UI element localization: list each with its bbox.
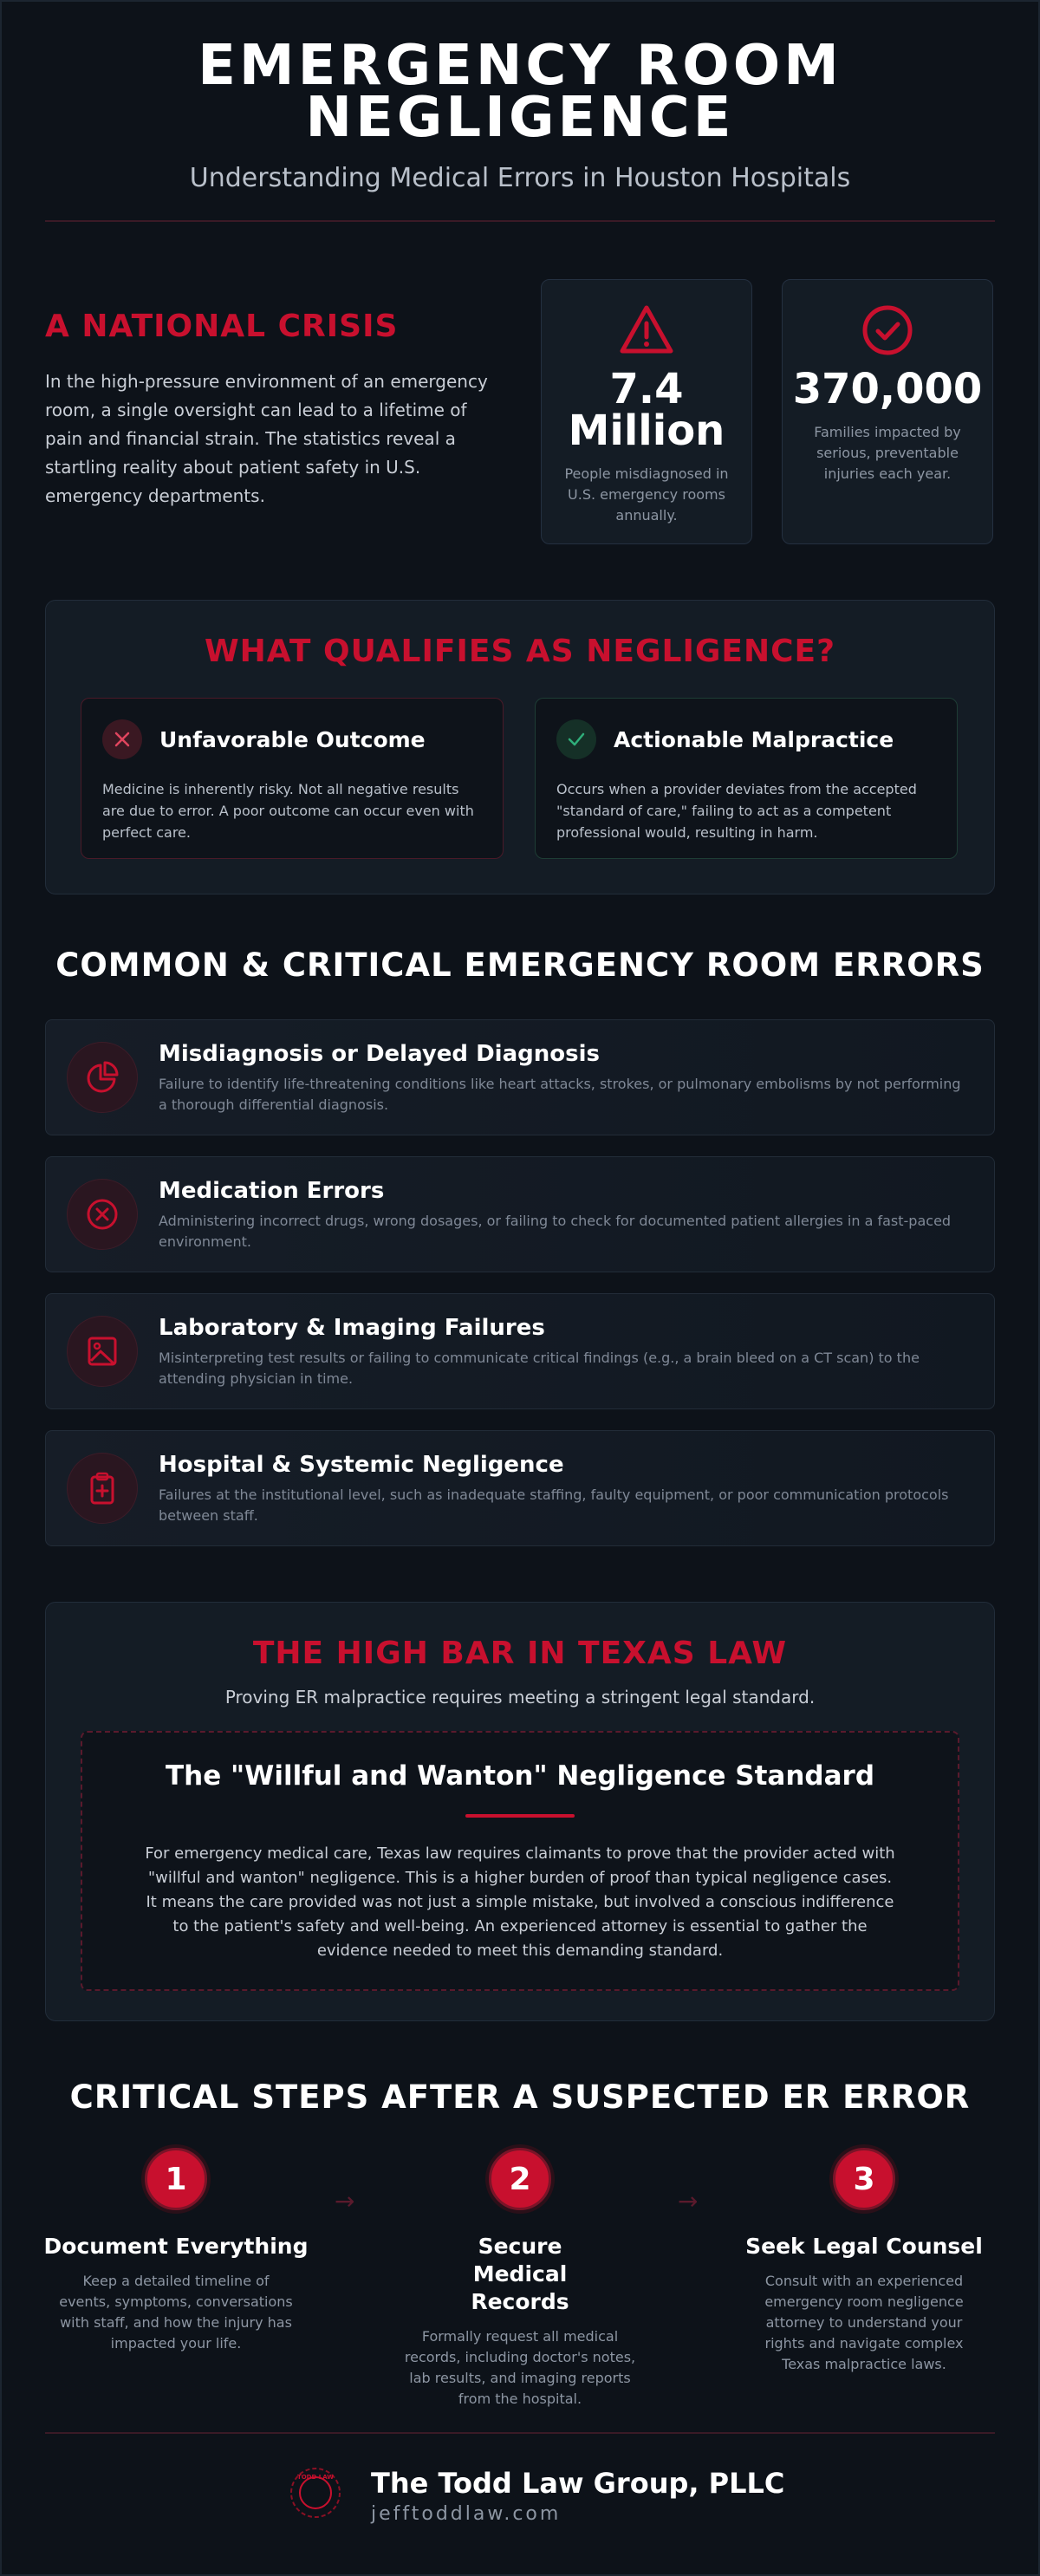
step-2 [386, 2148, 654, 2410]
step-number: 3 [853, 2161, 875, 2197]
card-unfavorable-outcome [81, 698, 504, 859]
step-number-badge [489, 2148, 551, 2210]
error-description: Failure to identify life-threatening conditions like heart attacks, strokes, or pulmonary embolisms by not performing a thorough differential diagnosis. [159, 1076, 961, 1113]
step-title: Seek Legal Counsel [745, 2234, 983, 2259]
error-description: Administering incorrect drugs, wrong dosages, or failing to check for documented patient allergies in a fast-paced environment. [159, 1213, 952, 1250]
arrow-right-icon: → [678, 2187, 699, 2215]
stat-card-families [782, 279, 993, 544]
error-description: Misinterpreting test results or failing to communicate critical findings (e.g., a brain bleed on a CT scan) to the attending physician in time. [159, 1350, 920, 1387]
stat-description: Families impacted by serious, preventable injuries each year. [814, 424, 961, 482]
card-text: Medicine is inherently risky. Not all negative results are due to error. A poor outcome can occur even with perfect care. [102, 781, 474, 841]
page-title [45, 34, 995, 150]
steps-title: CRITICAL STEPS AFTER A SUSPECTED ER ERROR [69, 2078, 971, 2116]
standard-title: The "Willful and Wanton" Negligence Standard [165, 1760, 875, 1792]
page-subtitle: Understanding Medical Errors in Houston Hospitals [189, 163, 851, 193]
qualifies-title: WHAT QUALIFIES AS NEGLIGENCE? [204, 634, 836, 669]
card-title: Actionable Malpractice [614, 726, 894, 752]
clipboard-plus-icon [67, 1453, 138, 1524]
texas-title: THE HIGH BAR IN TEXAS LAW [252, 1636, 788, 1671]
x-icon [102, 719, 142, 759]
svg-text:TODD LAW: TODD LAW [296, 2474, 335, 2481]
header-divider [45, 220, 995, 222]
errors-title: COMMON & CRITICAL EMERGENCY ROOM ERRORS [55, 946, 985, 984]
stat-value-line-1: 7.4 [609, 365, 684, 413]
arrow-right-icon: → [335, 2187, 355, 2215]
title-line-1: EMERGENCY ROOM [198, 34, 842, 98]
step-title: Document Everything [43, 2234, 309, 2259]
step-number-badge [833, 2148, 895, 2210]
error-row-systemic [45, 1430, 995, 1546]
header [45, 34, 995, 193]
error-row-misdiagnosis [45, 1019, 995, 1135]
step-description: Keep a detailed timeline of events, symptoms, conversations with staff, and how the injury has impacted your life. [59, 2273, 293, 2352]
warning-triangle-icon [619, 302, 674, 358]
step-description: Consult with an experienced emergency room negligence attorney to understand your rights and navigate complex Texas malpractice laws. [764, 2273, 964, 2372]
error-title: Medication Errors [159, 1178, 385, 1204]
firm-name: The Todd Law Group, PLLC [371, 2467, 785, 2500]
error-description: Failures at the institutional level, such as inadequate staffing, faulty equipment, or poor communication protocols between staff. [159, 1486, 949, 1524]
error-title: Hospital & Systemic Negligence [159, 1452, 564, 1478]
firm-logo-seal [286, 2463, 345, 2522]
step-title: Secure Medical Records [471, 2234, 569, 2314]
stat-value [783, 365, 992, 413]
firm-website-link[interactable]: jefftoddlaw.com [371, 2503, 562, 2525]
stat-card-misdiagnosed [541, 279, 752, 544]
footer-divider [45, 2432, 995, 2434]
stat-value-line-1: 370,000 [792, 365, 983, 413]
card-title: Unfavorable Outcome [159, 726, 426, 752]
qualifies-panel [45, 600, 995, 894]
error-row-lab-imaging [45, 1293, 995, 1409]
error-title: Laboratory & Imaging Failures [159, 1315, 545, 1341]
step-3 [730, 2148, 998, 2375]
x-circle-icon [67, 1179, 138, 1250]
image-icon [67, 1316, 138, 1387]
stat-description: People misdiagnosed in U.S. emergency rooms annually. [564, 465, 729, 524]
step-number: 1 [165, 2161, 187, 2197]
crisis-body: In the high-pressure environment of an emergency room, a single oversight can lead to a lifetime of pain and financial strain. The statistics reveal a startling reality about patient safety in U.S. emergency departments. [45, 371, 488, 506]
crisis-title: A NATIONAL CRISIS [45, 309, 399, 344]
texas-law-panel [45, 1602, 995, 2021]
step-1 [42, 2148, 310, 2354]
card-text: Occurs when a provider deviates from the accepted "standard of care," failing to act as a competent professional would, resulting in harm. [556, 781, 917, 841]
step-description: Formally request all medical records, including doctor's notes, lab results, and imaging reports from the hospital. [404, 2328, 636, 2407]
card-actionable-malpractice [535, 698, 958, 859]
error-title: Misdiagnosis or Delayed Diagnosis [159, 1041, 600, 1067]
texas-subtitle: Proving ER malpractice requires meeting a stringent legal standard. [224, 1687, 816, 1708]
check-icon [556, 719, 596, 759]
title-line-2: NEGLIGENCE [305, 86, 735, 150]
pie-chart-icon [67, 1042, 138, 1113]
error-row-medication [45, 1156, 995, 1272]
willful-wanton-box [81, 1731, 959, 1991]
check-circle-icon [860, 302, 915, 358]
title-underline [465, 1814, 575, 1818]
stat-value [542, 365, 751, 455]
step-number-badge [145, 2148, 207, 2210]
standard-text: For emergency medical care, Texas law requires claimants to prove that the provider acted with "willful and wanton" negligence. This is a higher burden of proof than typical negligence cases. It means the care provided was not just a simple mistake, but involved a conscious indifference to the patient's safety and well-being. An experienced attorney is essential to gather the evidence needed to meet this demanding standard. [145, 1844, 895, 1960]
step-number: 2 [509, 2161, 531, 2197]
stat-value-line-2: Million [568, 407, 725, 455]
